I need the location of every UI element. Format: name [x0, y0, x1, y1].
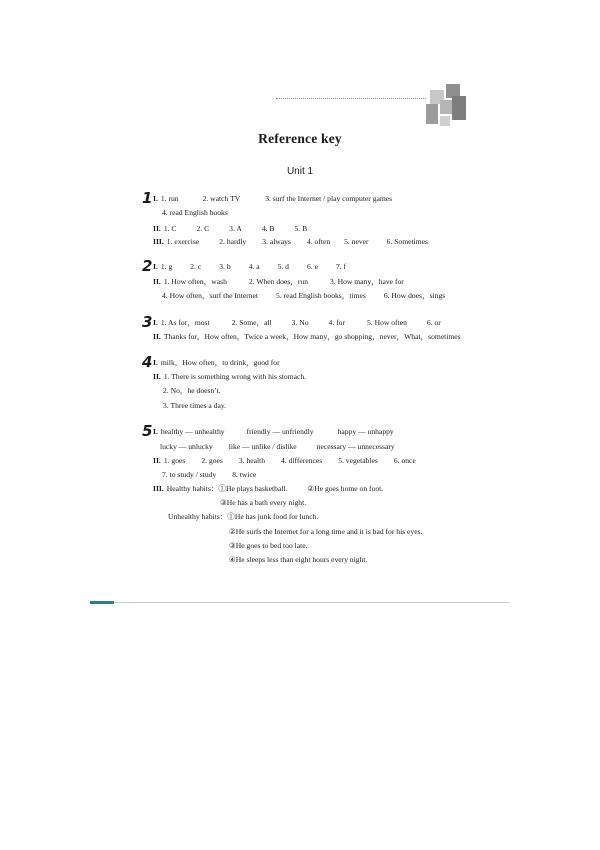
answer-item: ③He has a bath every night.	[220, 498, 307, 507]
answer-item: 7. f	[335, 262, 347, 271]
answer-item: 3. always	[262, 237, 291, 246]
answer-item: 2. No，he doesn’t.	[163, 386, 221, 395]
bottom-rule	[90, 602, 510, 603]
roman-numeral: I.	[153, 427, 158, 436]
answer-item: 8. twice	[232, 470, 257, 479]
answer-item: friendly — unfriendly	[246, 427, 314, 436]
answer-item: 3. A	[229, 224, 242, 233]
answer-item: 4. for	[328, 318, 345, 327]
answer-item: happy — unhappy	[337, 427, 394, 436]
answer-line	[163, 401, 226, 411]
roman-numeral: I.	[153, 358, 158, 367]
answer-item: 1. run	[160, 194, 179, 203]
page-title: Reference key	[258, 131, 342, 146]
answer-item: 2. C	[196, 224, 210, 233]
answer-item: 4. differences	[281, 456, 323, 465]
answer-item: 1. g	[160, 262, 173, 271]
roman-numeral: I.	[153, 318, 158, 327]
answer-item: 3. health	[238, 456, 265, 465]
answer-item: 4. B	[261, 224, 275, 233]
bottom-rule-accent	[90, 601, 114, 604]
answer-item: ②He goes home on foot.	[307, 484, 384, 493]
answer-item: 6. How does，sings	[383, 291, 446, 300]
roman-numeral: II.	[153, 456, 161, 465]
answer-item: 3. Three times a day.	[163, 401, 227, 410]
roman-numeral: II.	[153, 332, 161, 341]
answer-item: ②He surfs the Internet for a long time and it is bad for his eyes.	[229, 527, 423, 536]
answer-item: 2. hardly	[219, 237, 247, 246]
answer-item: Thanks for，How often，Twice a week，How many，go shopping，never，What，sometimes	[163, 332, 461, 341]
answer-line	[153, 318, 441, 328]
section-number: 5	[142, 422, 153, 440]
answer-line	[162, 291, 445, 301]
answer-line	[160, 442, 395, 452]
answer-item: 2. c	[190, 262, 202, 271]
answer-item: 1. There is something wrong with his stomach.	[163, 372, 307, 381]
roman-numeral: III.	[153, 237, 164, 246]
section-number: 1	[142, 189, 153, 207]
roman-numeral: II.	[153, 372, 161, 381]
answer-item: ④He sleeps less than eight hours every night.	[229, 555, 368, 564]
answer-item: 1. exercise	[166, 237, 200, 246]
answer-item: 1. goes	[163, 456, 186, 465]
answer-item: 6. Sometimes	[386, 237, 428, 246]
section-number: 4	[142, 353, 153, 371]
answer-item: 5. How often	[367, 318, 407, 327]
answer-item: 1. How often，wash	[163, 277, 227, 286]
answer-line	[153, 372, 306, 382]
answer-item: 6. once	[393, 456, 416, 465]
answer-line	[153, 262, 346, 272]
answer-line	[162, 208, 228, 218]
answer-item: 4. How often，surf the Internet	[162, 291, 258, 300]
answer-line	[163, 386, 221, 396]
answer-item: healthy — unhealthy	[160, 427, 225, 436]
answer-line	[153, 277, 404, 287]
answer-line	[153, 427, 394, 437]
unit-label: Unit 1	[286, 166, 314, 177]
answer-line	[229, 555, 367, 565]
answer-line	[153, 224, 307, 234]
answer-item: 2. Some，all	[231, 318, 272, 327]
answer-item: 2. watch TV	[202, 194, 241, 203]
answer-item: 3. How many，have for	[330, 277, 404, 286]
answer-item: 4. a	[248, 262, 260, 271]
answer-item: 5. B	[294, 224, 308, 233]
answer-item: 2. When does，run	[248, 277, 308, 286]
answer-item: 6. or	[426, 318, 441, 327]
answer-line	[153, 484, 383, 494]
answer-line	[168, 512, 318, 522]
answer-line	[229, 541, 308, 551]
answer-item: lucky — unlucky	[160, 442, 213, 451]
answer-line	[153, 194, 392, 204]
answer-line	[153, 456, 416, 466]
answer-item: 5. vegetables	[338, 456, 378, 465]
answer-item: 5. read English books，times	[275, 291, 366, 300]
answer-line	[162, 470, 256, 480]
answer-item: 3. No	[291, 318, 309, 327]
answer-item: 4. read English books	[162, 208, 228, 217]
answer-item: 6. e	[306, 262, 318, 271]
answer-item: 3. surf the Internet / play computer games	[265, 194, 393, 203]
answer-item: 1. C	[163, 224, 177, 233]
answer-item: Healthy habits：①He plays basketball.	[166, 484, 288, 493]
answer-item: necessary — unnecessary	[316, 442, 395, 451]
answer-line	[153, 358, 280, 368]
answer-line	[220, 498, 306, 508]
answer-item: 5. never	[344, 237, 369, 246]
answer-item: 1. As for，most	[160, 318, 210, 327]
answer-item: milk，How often，to drink，good for	[160, 358, 280, 367]
answer-item: 3. b	[219, 262, 231, 271]
roman-numeral: II.	[153, 224, 161, 233]
roman-numeral: II.	[153, 277, 161, 286]
answer-item: 2. goes	[201, 456, 223, 465]
answer-item: 5. d	[277, 262, 289, 271]
roman-numeral: I.	[153, 262, 158, 271]
header-dotted-line	[276, 98, 426, 99]
answer-item: ③He goes to bed too late.	[229, 541, 308, 550]
answer-item: 4. often	[306, 237, 331, 246]
answer-item: like — unlike / dislike	[228, 442, 297, 451]
section-number: 2	[142, 257, 153, 275]
roman-numeral: I.	[153, 194, 158, 203]
answer-item: 7. to study / study	[162, 470, 217, 479]
answer-line	[153, 332, 461, 342]
answer-line	[153, 237, 428, 247]
answer-line	[229, 527, 422, 537]
answer-item: Unhealthy habits：①He has junk food for lunch.	[168, 512, 319, 521]
roman-numeral: III.	[153, 484, 164, 493]
section-number: 3	[142, 313, 153, 331]
